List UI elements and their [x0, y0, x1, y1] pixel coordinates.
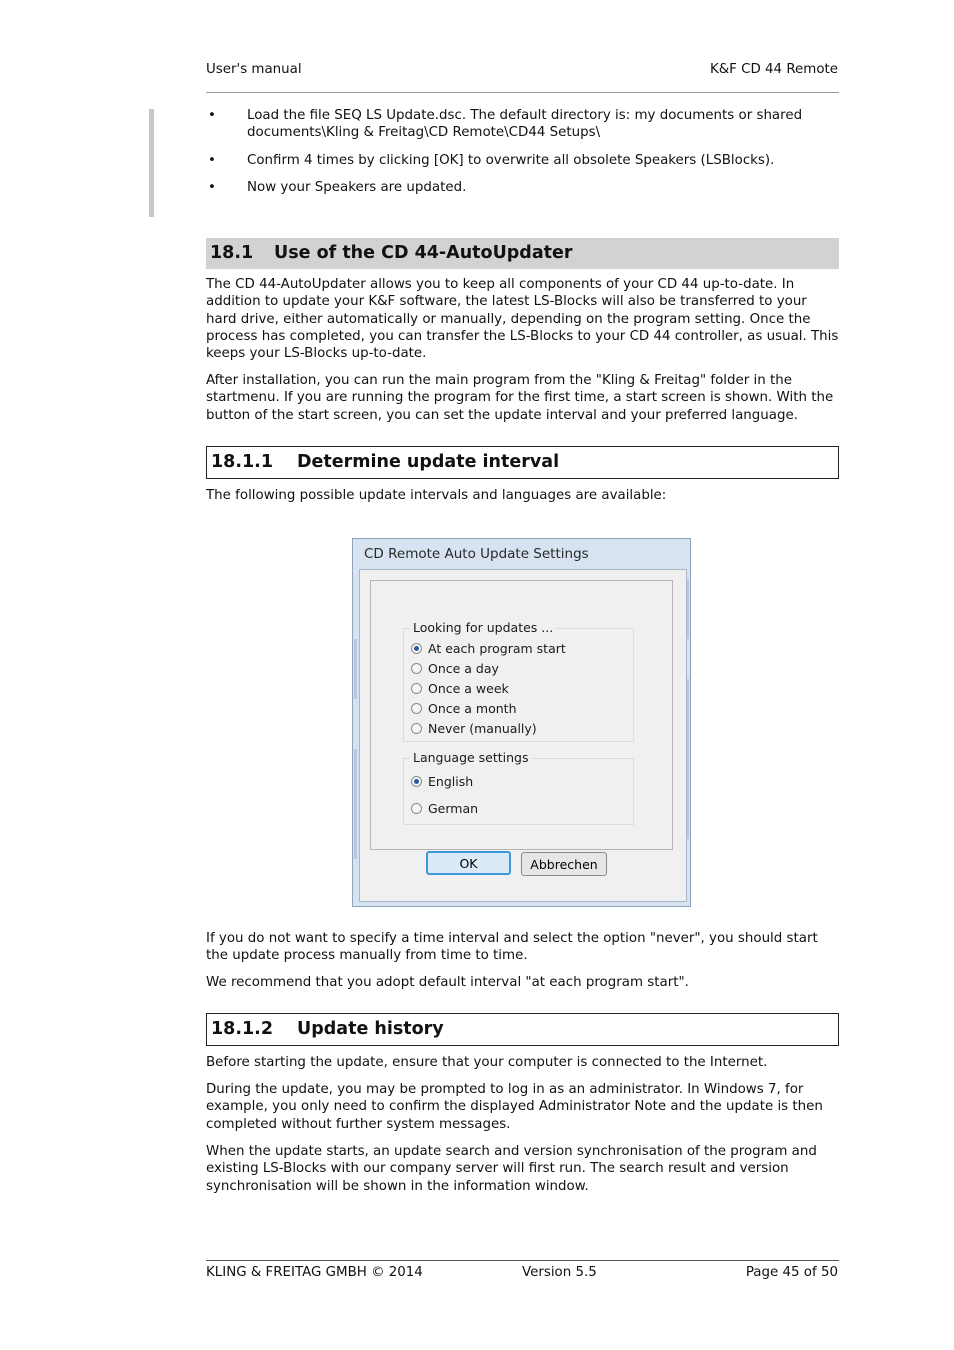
- bullet-icon: •: [208, 108, 216, 123]
- section-title: Update history: [297, 1019, 444, 1039]
- list-item: [206, 152, 839, 169]
- list-item-text: Confirm 4 times by clicking [OK] to overwrite all obsolete Speakers (LSBlocks).: [247, 152, 775, 168]
- bullet-icon: •: [208, 152, 216, 168]
- footer-divider: [206, 1260, 839, 1261]
- update-settings-dialog: [352, 538, 691, 907]
- radio-label: English: [428, 774, 474, 789]
- radio-english[interactable]: [411, 773, 473, 790]
- paragraph: The CD 44-AutoUpdater allows you to keep all components of your CD 44 up-to-date. In addition to update your K&F software, the latest LS-Blocks will also be transferred to your hard drive, either automatically or manually, depending on the program setting. Once the process has completed, you can transfer the LS-Blocks to your CD 44 controller, as usual. This keeps your LS-Blocks up-to-date.: [206, 277, 839, 362]
- paragraph: The following possible update intervals and languages are available:: [206, 488, 667, 503]
- radio-once-a-day[interactable]: [411, 660, 499, 677]
- section-heading-18-1-1: [206, 446, 839, 479]
- list-item-text: Now your Speakers are updated.: [247, 179, 467, 195]
- paragraph: When the update starts, an update search and version synchronisation of the program and existing LS-Blocks with our company server will first run. The search result and version synchronisation will be shown in the information window.: [206, 1144, 817, 1194]
- radio-label: Once a week: [428, 681, 509, 696]
- radio-button-icon: [411, 663, 422, 674]
- window-edge-decoration: [354, 639, 357, 699]
- ok-button[interactable]: OK: [426, 851, 511, 875]
- header-title: User's manual: [206, 62, 302, 77]
- header-divider: [206, 92, 839, 93]
- section-title: Determine update interval: [297, 452, 560, 472]
- radio-label: At each program start: [428, 641, 566, 656]
- radio-button-icon: [411, 703, 422, 714]
- update-interval-group: [403, 620, 634, 742]
- list-item-text: Load the file SEQ LS Update.dsc. The default directory is: my documents or shared documents\Kling & Freitag\CD Remote\CD44 Setups\: [247, 108, 803, 141]
- radio-never-manually[interactable]: [411, 720, 537, 737]
- footer-page-number: Page 45 of 50: [745, 1265, 838, 1280]
- footer-company: KLING & FREITAG GMBH © 2014: [206, 1265, 423, 1280]
- radio-german[interactable]: [411, 800, 478, 817]
- radio-button-icon: [411, 683, 422, 694]
- section-number: 18.1.2: [211, 1019, 274, 1039]
- paragraph: Before starting the update, ensure that your computer is connected to the Internet.: [206, 1055, 768, 1070]
- radio-label: Once a day: [428, 661, 499, 676]
- settings-panel: [370, 580, 673, 850]
- section-heading-18-1: [206, 238, 839, 269]
- section-number: 18.1: [210, 243, 254, 263]
- radio-button-icon: [411, 776, 422, 787]
- section-number: 18.1.1: [211, 452, 274, 472]
- radio-button-icon: [411, 643, 422, 654]
- radio-label: Once a month: [428, 701, 517, 716]
- radio-label: Never (manually): [428, 721, 537, 736]
- group-label: Looking for updates ...: [410, 619, 556, 636]
- radio-label: German: [428, 801, 479, 816]
- dialog-title: CD Remote Auto Update Settings: [364, 546, 589, 562]
- language-group: [403, 750, 634, 825]
- list-item: [206, 179, 839, 196]
- header-product: K&F CD 44 Remote: [709, 62, 838, 77]
- window-edge-decoration: [354, 749, 357, 859]
- instruction-list: [206, 107, 839, 206]
- cancel-button[interactable]: Abbrechen: [521, 852, 607, 876]
- paragraph: We recommend that you adopt default interval "at each program start".: [206, 975, 689, 990]
- group-label: Language settings: [410, 749, 532, 766]
- bullet-icon: •: [208, 179, 216, 195]
- radio-button-icon: [411, 803, 422, 814]
- list-item: [206, 107, 839, 142]
- change-bar: [149, 109, 154, 217]
- paragraph: During the update, you may be prompted to log in as an administrator. In Windows 7, for example, you only need to confirm the displayed Administrator Note and the update is then completed without further system messages.: [206, 1082, 823, 1132]
- radio-once-a-week[interactable]: [411, 680, 509, 697]
- section-heading-18-1-2: [206, 1013, 839, 1046]
- radio-at-each-program-start[interactable]: [411, 640, 566, 657]
- footer-version: Version 5.5: [522, 1265, 597, 1280]
- radio-button-icon: [411, 723, 422, 734]
- paragraph: If you do not want to specify a time interval and select the option "never", you should start the update process manually from time to time.: [206, 931, 818, 964]
- section-title: Use of the CD 44-AutoUpdater: [274, 243, 573, 263]
- paragraph: After installation, you can run the main program from the "Kling & Freitag" folder in the startmenu. If you are running the program for the first time, a start screen is shown. With the button of the start screen, you can set the update interval and your preferred language.: [206, 373, 834, 423]
- radio-once-a-month[interactable]: [411, 700, 517, 717]
- dialog-body: [359, 569, 687, 902]
